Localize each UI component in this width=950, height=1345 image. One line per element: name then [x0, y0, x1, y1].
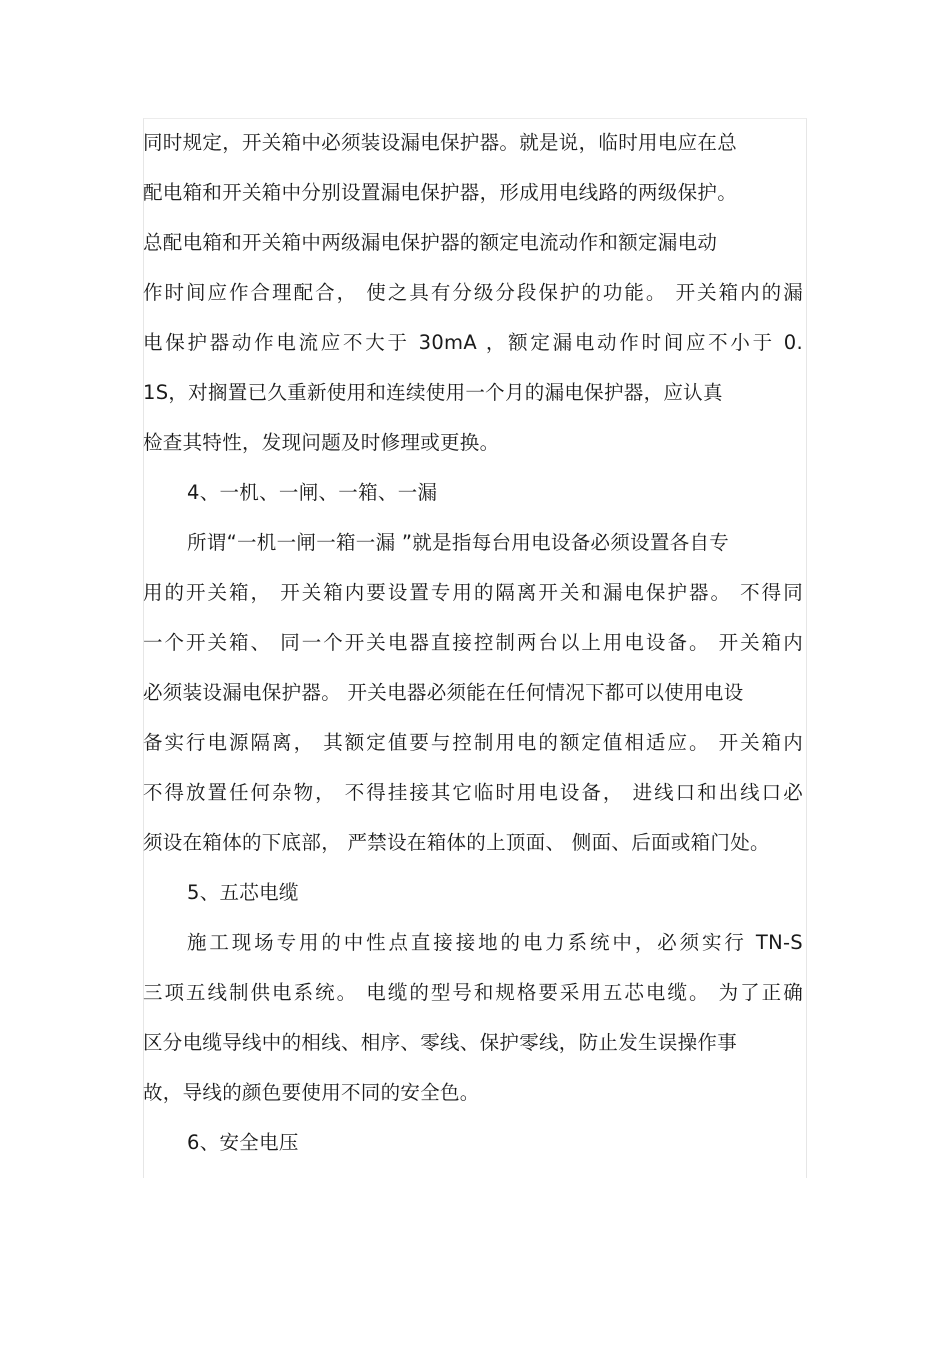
paragraph-line: 一个开关箱、 同一个开关电器直接控制两台以上用电设备。 开关箱内: [143, 631, 803, 654]
paragraph-line: 故，导线的颜色要使用不同的安全色。: [143, 1081, 480, 1104]
paragraph-line: 不得放置任何杂物， 不得挂接其它临时用电设备， 进线口和出线口必: [143, 781, 803, 804]
paragraph-line: 必须装设漏电保护器。 开关电器必须能在任何情况下都可以使用电设: [143, 681, 744, 704]
paragraph-line: 三项五线制供电系统。 电缆的型号和规格要采用五芯电缆。 为了正确: [143, 981, 803, 1004]
paragraph-line: 同时规定，开关箱中必须装设漏电保护器。就是说，临时用电应在总: [143, 131, 738, 154]
paragraph-line: 1S，对搁置已久重新使用和连续使用一个月的漏电保护器，应认真: [143, 381, 723, 404]
section-heading: 5、五芯电缆: [187, 881, 299, 904]
paragraph-line: 须设在箱体的下底部， 严禁设在箱体的上顶面、 侧面、后面或箱门处。: [143, 831, 770, 854]
paragraph-line: 施工现场专用的中性点直接接地的电力系统中，必须实行 TN-S: [187, 931, 803, 954]
paragraph-line: 区分电缆导线中的相线、相序、零线、保护零线，防止发生误操作事: [143, 1031, 738, 1054]
paragraph-line: 总配电箱和开关箱中两级漏电保护器的额定电流动作和额定漏电动: [143, 231, 718, 254]
paragraph-line: 用的开关箱， 开关箱内要设置专用的隔离开关和漏电保护器。 不得同: [143, 581, 803, 604]
paragraph-line: 所谓“一机一闸一箱一漏 ”就是指每台用电设备必须设置各自专: [187, 531, 730, 554]
section-heading: 6、安全电压: [187, 1131, 299, 1154]
paragraph-line: 电保护器动作电流应不大于 30mA ，额定漏电动作时间应不小于 0.: [143, 331, 803, 354]
paragraph-line: 检查其特性，发现问题及时修理或更换。: [143, 431, 500, 454]
paragraph-line: 配电箱和开关箱中分别设置漏电保护器，形成用电线路的两级保护。: [143, 181, 738, 204]
section-heading: 4、一机、一闸、一箱、一漏: [187, 481, 438, 504]
paragraph-line: 作时间应作合理配合， 使之具有分级分段保护的功能。 开关箱内的漏: [143, 281, 803, 304]
paragraph-line: 备实行电源隔离， 其额定值要与控制用电的额定值相适应。 开关箱内: [143, 731, 803, 754]
